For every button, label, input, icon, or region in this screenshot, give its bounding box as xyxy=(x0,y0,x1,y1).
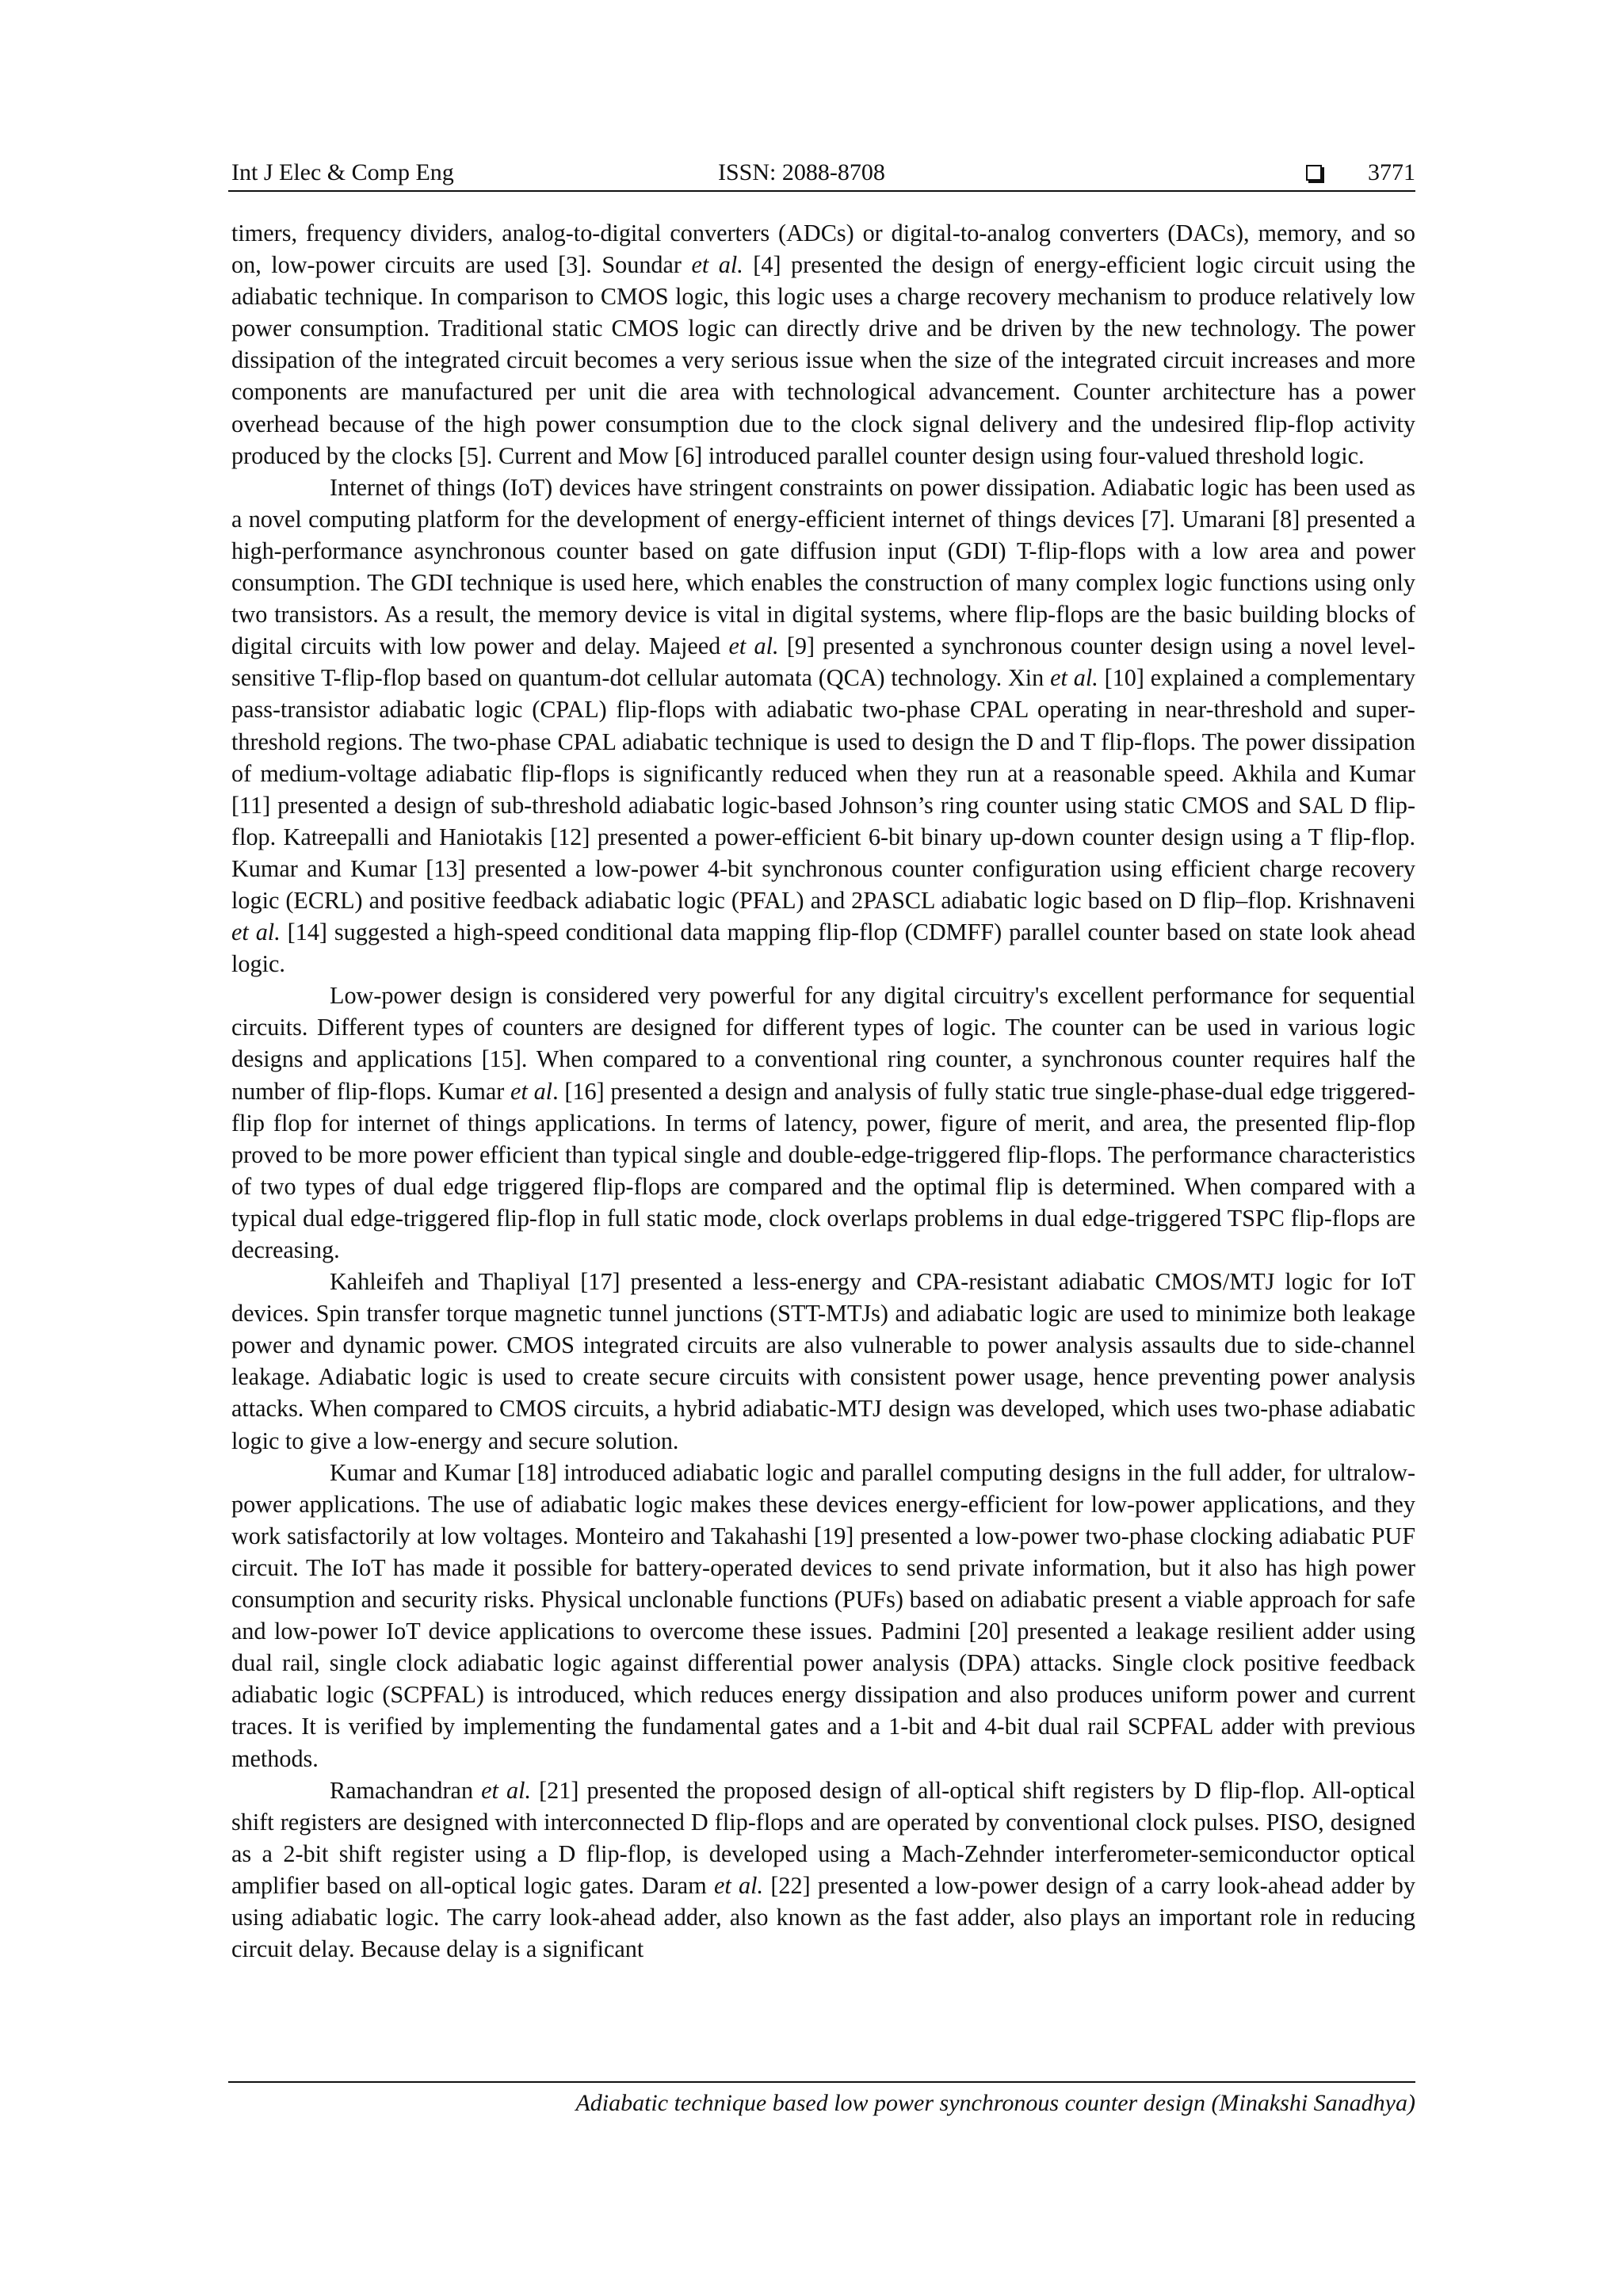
header-divider xyxy=(228,190,1415,192)
page-number: 3771 xyxy=(1368,159,1415,185)
text-run: [9] presented a synchronous counter design using a novel level-sensitive T-flip-flop based on quantum-dot cellular automata (QCA) technology. Xin xyxy=(231,632,1415,692)
text-run: Kahleifeh and Thapliyal [17] presented a less-energy and CPA-resistant adiabatic CMOS/MTJ logic for IoT devices. Spin transfer torque magnetic tunnel junctions (STT-MTJs) and adiabatic logic are used to minimize both leakage power and dynamic power. CMOS integrated circuits are also vulnerable to power analysis assaults due to side-channel leakage. Adiabatic logic is used to create secure circuits with consistent power usage, hence preventing power analysis attacks. When compared to CMOS circuits, a hybrid adiabatic-MTJ design was developed, which uses two-phase adiabatic logic to give a low-energy and secure solution. xyxy=(231,1268,1415,1454)
text-run: timers, frequency dividers, analog-to-digital converters (ADCs) or digital-to-analog converters (DACs), memory, and so on, low-power circuits are used [3]. Soundar xyxy=(231,220,1415,279)
italic-text: et al. xyxy=(481,1776,532,1804)
paragraph xyxy=(231,1775,1415,1966)
text-run: [4] presented the design of energy-efficient logic circuit using the adiabatic technique. In comparison to CMOS logic, this logic uses a charge recovery mechanism to produce relatively low power consumption. Traditional static CMOS logic can directly drive and be driven by the new technology. The power dissipation of the integrated circuit becomes a very serious issue when the size of the integrated circuit increases and more components are manufactured per unit die area with technological advancement. Counter architecture has a power overhead because of the high power consumption due to the clock signal delivery and the undesired flip-flop activity produced by the clocks [5]. Current and Mow [6] introduced parallel counter design using four-valued threshold logic. xyxy=(231,251,1415,469)
paragraph xyxy=(231,472,1415,980)
paragraph xyxy=(231,217,1415,472)
italic-text: et al. xyxy=(231,919,281,946)
running-header xyxy=(231,155,1415,190)
italic-text: et al. xyxy=(691,251,743,279)
text-run: [10] explained a complementary pass-transistor adiabatic logic (CPAL) flip-flops with adiabatic two-phase CPAL operating in near-threshold and super-threshold regions. The two-phase CPAL adiabatic technique is used to design the D and T flip-flops. The power dissipation of medium-voltage adiabatic flip-flops is significantly reduced when they run at a reasonable speed. Akhila and Kumar [11] presented a design of sub-threshold adiabatic logic-based Johnson’s ring counter using static CMOS and SAL D flip-flop. Katreepalli and Haniotakis [12] presented a power-efficient 6-bit binary up-down counter design using a T flip-flop. Kumar and Kumar [13] presented a low-power 4-bit synchronous counter configuration using efficient charge recovery logic (ECRL) and positive feedback adiabatic logic (PFAL) and 2PASCL adiabatic logic based on D flip–flop. Krishnaveni xyxy=(231,664,1415,914)
italic-text: et al. xyxy=(728,632,779,660)
text-run: Ramachandran xyxy=(330,1776,482,1804)
paragraph xyxy=(231,980,1415,1266)
text-run: Internet of things (IoT) devices have stringent constraints on power dissipation. Adiabatic logic has been used as a novel computing platform for the development of energy-efficient internet of things devices [7]. Umarani [8] presented a high-performance asynchronous counter based on gate diffusion input (GDI) T-flip-flops with a low area and power consumption. The GDI technique is used here, which enables the construction of many complex logic functions using only two transistors. As a result, the memory device is vital in digital systems, where flip-flops are the basic building blocks of digital circuits with low power and delay. Majeed xyxy=(231,473,1415,660)
italic-text: et al. xyxy=(713,1871,764,1899)
text-run: [21] presented the proposed design of all-optical shift registers by D flip-flop. All-optical shift registers are designed with interconnected D flip-flops and are operated by conventional clock pulses. PISO, designed as a 2-bit shift register using a D flip-flop, is developed using a Mach-Zehnder interferometer-semiconductor optical amplifier based on all-optical logic gates. Daram xyxy=(231,1776,1415,1899)
text-run: . [16] presented a design and analysis of fully static true single-phase-dual edge triggered-flip flop for internet of things applications. In terms of latency, power, figure of merit, and area, the presented flip-flop proved to be more power efficient than typical single and double-edge-triggered flip-flops. The performance characteristics of two types of dual edge triggered flip-flops are compared and the optimal flip is determined. When compared with a typical dual edge-triggered flip-flop in full static mode, clock overlaps problems in dual edge-triggered TSPC flip-flops are decreasing. xyxy=(231,1077,1415,1263)
text-run: [14] suggested a high-speed conditional data mapping flip-flop (CDMFF) parallel counter based on state look ahead logic. xyxy=(231,919,1415,978)
square-bullet-icon xyxy=(1306,165,1322,181)
italic-text: et al xyxy=(510,1077,553,1105)
text-run: Low-power design is considered very powerful for any digital circuitry's excellent performance for sequential circuits. Different types of counters are designed for different types of logic. The counter can be used in various logic designs and applications [15]. When compared to a conventional ring counter, a synchronous counter requires half the number of flip-flops. Kumar xyxy=(231,982,1415,1105)
footer-divider xyxy=(228,2081,1415,2083)
issn: ISSN: 2088-8708 xyxy=(718,159,885,185)
italic-text: et al. xyxy=(1050,664,1098,692)
paragraph xyxy=(231,1457,1415,1775)
journal-name: Int J Elec & Comp Eng xyxy=(231,159,454,185)
running-footer-title: Adiabatic technique based low power synchronous counter design (Minakshi Sanadhya) xyxy=(575,2090,1415,2116)
body-text xyxy=(231,217,1415,1965)
paragraph xyxy=(231,1266,1415,1457)
text-run: [22] presented a low-power design of a carry look-ahead adder by using adiabatic logic. The carry look-ahead adder, also known as the fast adder, also plays an important role in reducing circuit delay. Because delay is a significant xyxy=(231,1871,1415,1963)
text-run: Kumar and Kumar [18] introduced adiabatic logic and parallel computing designs in the full adder, for ultralow-power applications. The use of adiabatic logic makes these devices energy-efficient for low-power applications, and they work satisfactorily at low voltages. Monteiro and Takahashi [19] presented a low-power two-phase clocking adiabatic PUF circuit. The IoT has made it possible for battery-operated devices to send private information, but it also has high power consumption and security risks. Physical unclonable functions (PUFs) based on adiabatic present a viable approach for safe and low-power IoT device applications to overcome these issues. Padmini [20] presented a leakage resilient adder using dual rail, single clock adiabatic logic against differential power analysis (DPA) attacks. Single clock positive feedback adiabatic logic (SCPFAL) is introduced, which reduces energy dissipation and also produces uniform power and current traces. It is verified by implementing the fundamental gates and a 1-bit and 4-bit dual rail SCPFAL adder with previous methods. xyxy=(231,1458,1415,1772)
